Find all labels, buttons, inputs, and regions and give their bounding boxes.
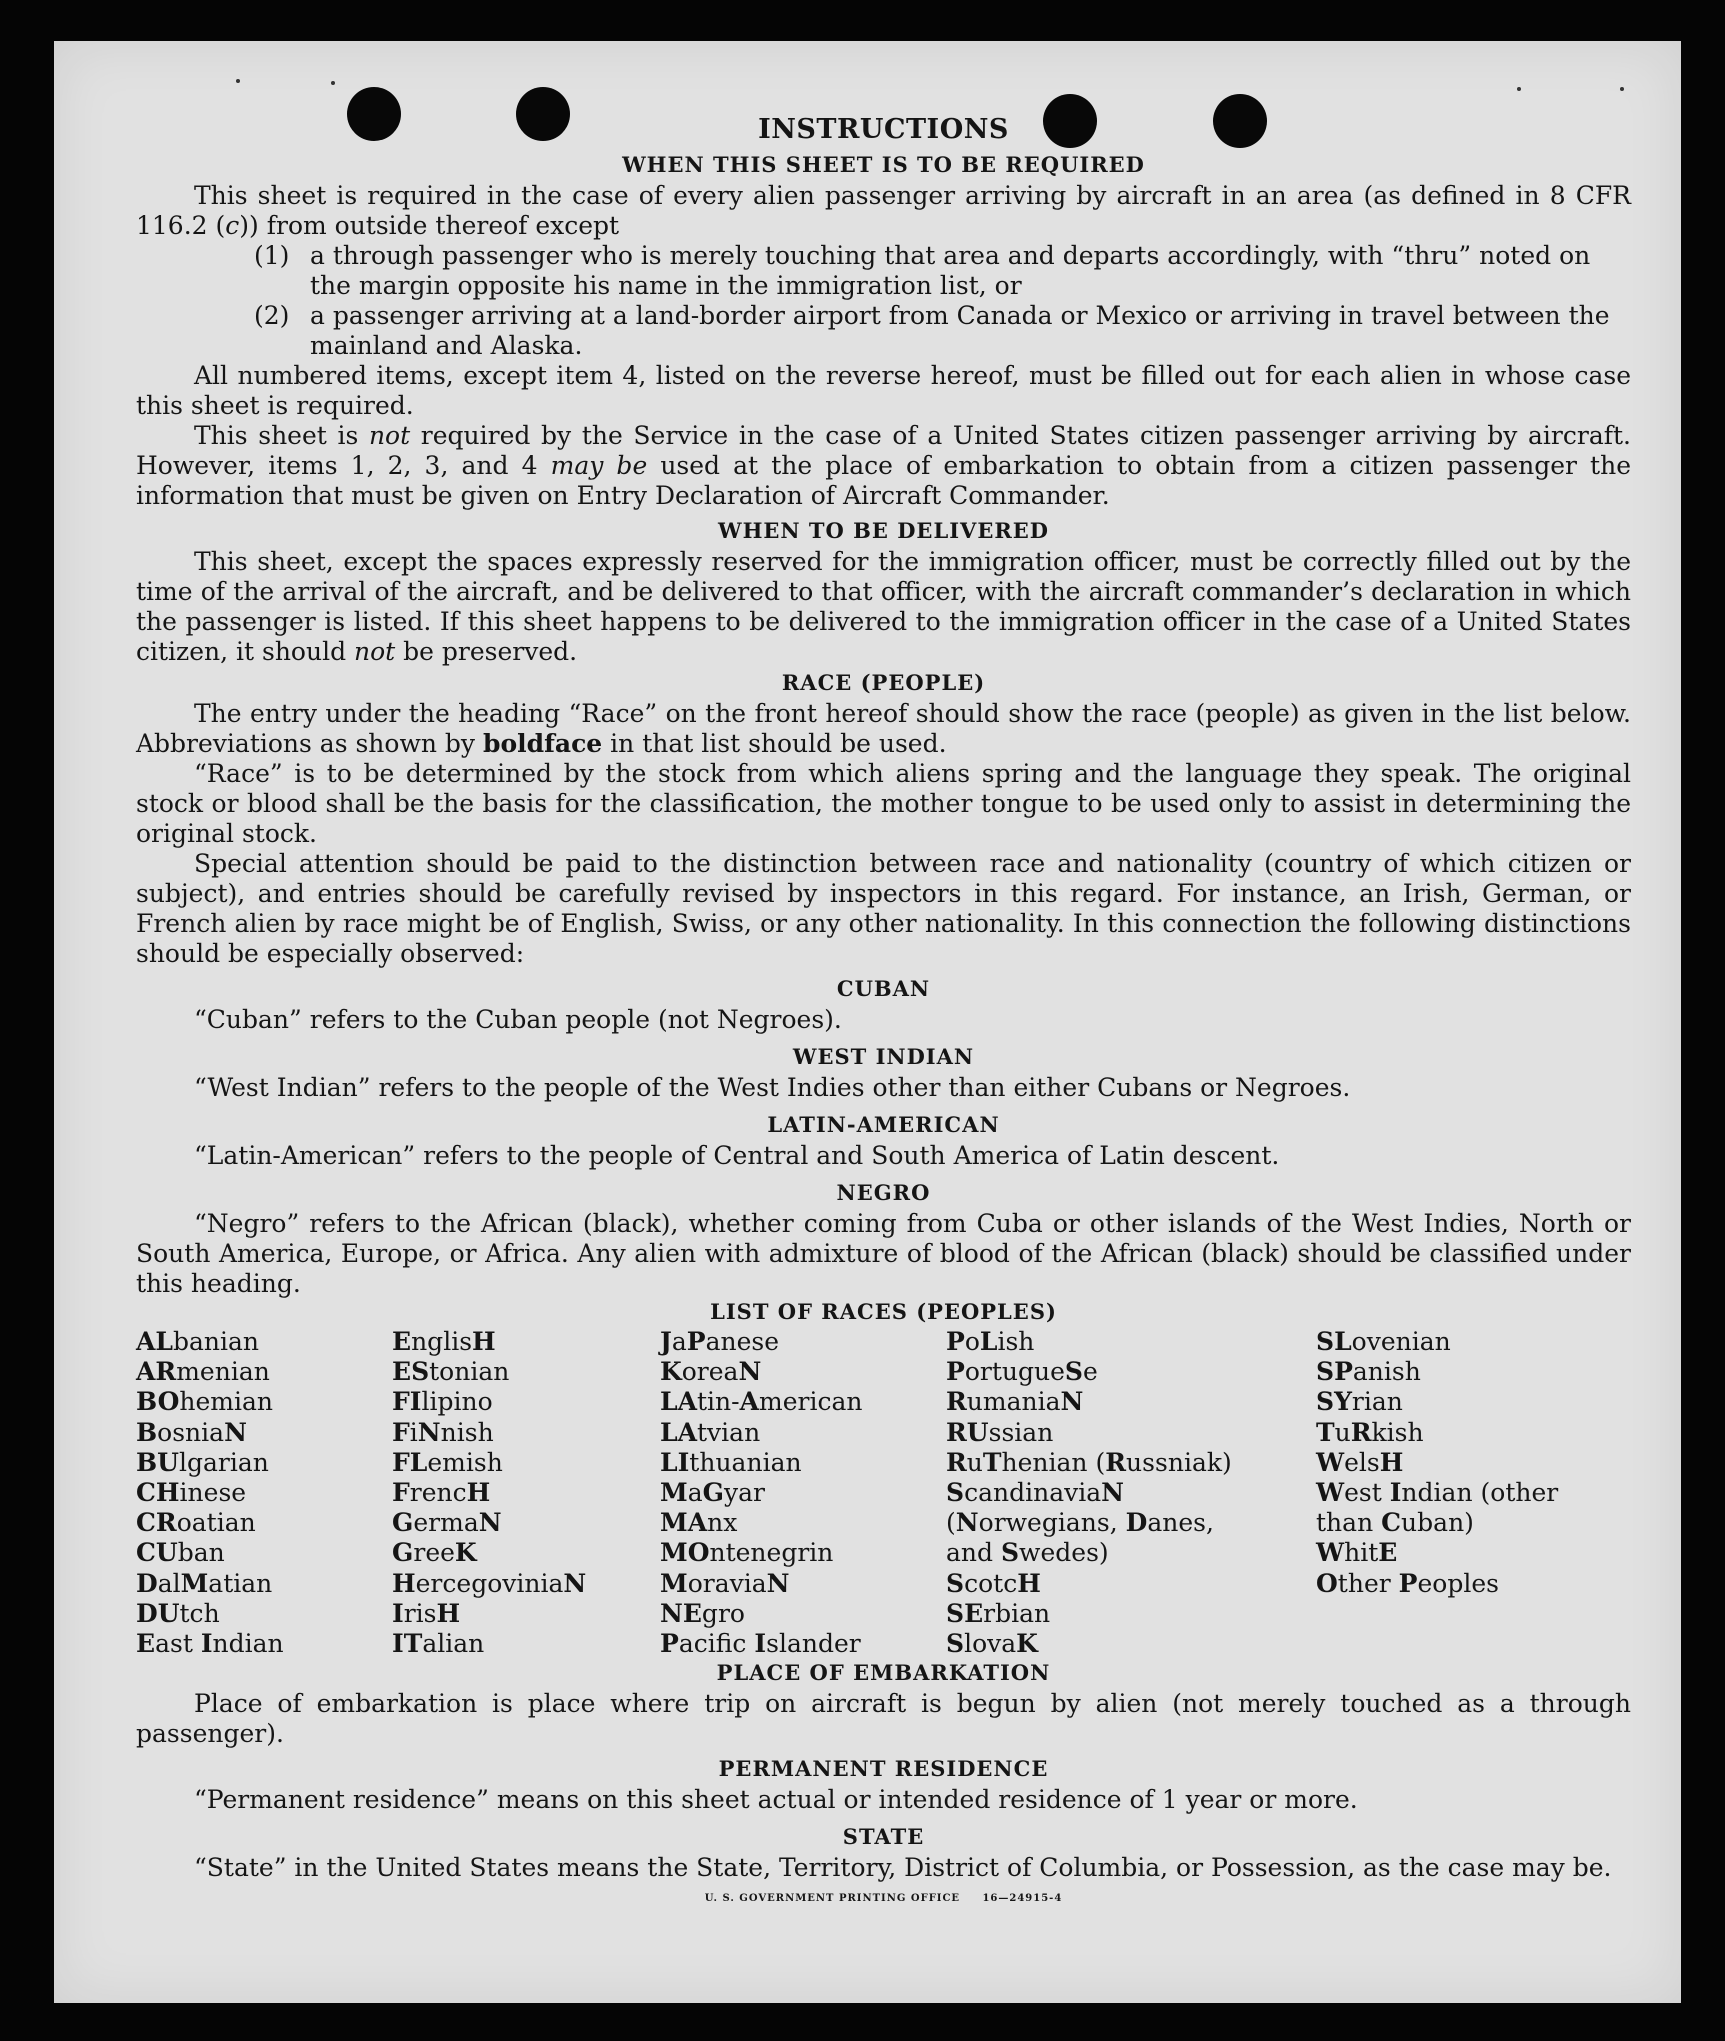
race-list-item: JaPanese <box>660 1327 780 1356</box>
races-column-4 <box>946 1327 1236 1659</box>
race-list-item: RUssian <box>946 1417 1054 1447</box>
race-list-item: DalMatian <box>136 1568 273 1598</box>
race-list-item: MaGyar <box>660 1478 765 1508</box>
race-list-item: EnglisH <box>392 1327 496 1356</box>
exception-item: (2) a passenger arriving at a land-border airport from Canada or Mexico or arriving in travel between the mainland and Alaska. <box>254 301 1610 360</box>
section-heading-when-required: WHEN THIS SHEET IS TO BE REQUIRED <box>622 152 1145 177</box>
race-list-item: WelsH <box>1316 1447 1404 1477</box>
race-list-item: ARmenian <box>136 1357 270 1387</box>
race-list-item: Pacifc Islander <box>660 1629 861 1659</box>
race-list-item: East Indian <box>136 1629 284 1659</box>
race-list-item: PoLish <box>946 1327 1035 1356</box>
race-list-item: DUtch <box>136 1598 220 1628</box>
paragraph: All numbered items, except item 4, listed on the reverse hereof, must be filled out for each alien in whose case this sheet is required. <box>136 361 1631 420</box>
race-list-item: HercegoviniaN <box>392 1568 587 1598</box>
paragraph: “Latin-American” refers to the people of Central and South America of Latin descent. <box>194 1141 1280 1170</box>
races-column-5 <box>1316 1327 1578 1599</box>
section-heading-race: RACE (PEOPLE) <box>781 670 986 695</box>
race-list-item: WhitE <box>1316 1538 1398 1568</box>
exception-item: (1) a through passenger who is merely touching that area and departs accordingly, with “thru” noted on the margin opposite his name in the immigration list, or <box>254 241 1591 300</box>
race-list-item: LAtin-American <box>660 1387 863 1417</box>
section-heading-list-of-races: LIST OF RACES (PEOPLES) <box>710 1299 1057 1324</box>
race-list-item: CUban <box>136 1538 225 1568</box>
section-heading-state: STATE <box>842 1824 925 1849</box>
paragraph: “Race” is to be determined by the stock from which aliens spring and the language they speak. The original stock or blood shall be the basis for the classification, the mother tongue to be used only to assist in determining the original stock. <box>136 759 1631 848</box>
race-list-item: CRoatian <box>136 1508 256 1538</box>
race-list-item: TuRkish <box>1316 1417 1424 1447</box>
paragraph: This sheet is required in the case of every alien passenger arriving by aircraft in an area (as defined in 8 CFR 116.2 (c)) from outside thereof except <box>136 181 1631 240</box>
race-list-item: SLovenian <box>1316 1327 1451 1356</box>
races-list <box>136 1327 1631 1657</box>
printer-imprint: U. S. GOVERNMENT PRINTING OFFICE 16—24915-4 <box>704 1893 1063 1904</box>
race-list-item: KoreaN <box>660 1357 762 1387</box>
race-list-item: Other Peoples <box>1316 1568 1499 1598</box>
race-list-item: LIthuanian <box>660 1447 802 1477</box>
race-list-item: BosniaN <box>136 1417 247 1447</box>
race-list-item: PortugueSe <box>946 1357 1098 1387</box>
race-list-item: ScotcH <box>946 1568 1041 1598</box>
section-heading-when-delivered: WHEN TO BE DELIVERED <box>717 518 1049 543</box>
paragraph: “Cuban” refers to the Cuban people (not Negroes). <box>194 1005 842 1034</box>
paragraph: “Permanent residence” means on this sheet actual or intended residence of 1 year or more. <box>194 1785 1358 1814</box>
paragraph: “West Indian” refers to the people of the West Indies other than either Cubans or Negroes. <box>194 1073 1351 1102</box>
race-list-item: SlovaK <box>946 1629 1038 1659</box>
race-list-item: SErbian <box>946 1598 1051 1628</box>
page-title: INSTRUCTIONS <box>758 114 1009 145</box>
race-list-item: BOhemian <box>136 1387 274 1417</box>
section-heading-negro: NEGRO <box>836 1180 931 1205</box>
paragraph: This sheet is not required by the Service in the case of a United States citizen passenger arriving by aircraft. However, items 1, 2, 3, and 4 may be used at the place of embarkation to obtain from a citizen passenger the information that must be given on Entry Declaration of Aircraft Commander. <box>136 421 1631 510</box>
race-list-item: SYrian <box>1316 1387 1403 1417</box>
paragraph: The entry under the heading “Race” on the front hereof should show the race (people) as given in the list below. Abbreviations as shown by boldface in that list should be used. <box>136 699 1631 758</box>
race-list-item: IrisH <box>392 1598 461 1628</box>
race-list-item: RuThenian (Russniak) <box>946 1447 1232 1477</box>
race-list-item: MAnx <box>660 1508 738 1538</box>
paragraph: Place of embarkation is place where trip on aircraft is begun by alien (not merely touched as a through passenger). <box>136 1689 1631 1748</box>
race-list-item: GermaN <box>392 1508 502 1538</box>
race-list-item: MOntenegrin <box>660 1538 834 1568</box>
races-column-2 <box>392 1327 632 1659</box>
paragraph: “Negro” refers to the African (black), whether coming from Cuba or other islands of the West Indies, North or South America, Europe, or Africa. Any alien with admixture of blood of the African (black) should be classified under this heading. <box>136 1209 1631 1298</box>
race-list-item: ScandinaviaN (Norwegians, Danes, and Swedes) <box>946 1478 1214 1568</box>
race-list-item: GreeK <box>392 1538 477 1568</box>
section-heading-cuban: CUBAN <box>836 976 931 1001</box>
race-list-item: MoraviaN <box>660 1568 790 1598</box>
section-heading-latin-american: LATIN-AMERICAN <box>767 1112 1000 1137</box>
ink-speck <box>1517 87 1521 91</box>
race-list-item: RumaniaN <box>946 1387 1084 1417</box>
section-heading-residence: PERMANENT RESIDENCE <box>718 1756 1049 1781</box>
paragraph: “State” in the United States means the State, Territory, District of Columbia, or Possession, as the case may be. <box>194 1853 1612 1882</box>
instructions-content <box>136 111 1631 1904</box>
section-heading-west-indian: WEST INDIAN <box>792 1044 975 1069</box>
race-list-item: CHinese <box>136 1478 247 1508</box>
races-column-3 <box>660 1327 930 1659</box>
race-list-item: LAtvian <box>660 1417 761 1447</box>
race-list-item: ALbanian <box>136 1327 260 1356</box>
paragraph: This sheet, except the spaces expressly reserved for the immigration officer, must be correctly filled out by the time of the arrival of the aircraft, and be delivered to that officer, with the aircraft commander’s declaration in which the passenger is listed. If this sheet happens to be delivered to the immigration officer in the case of a United States citizen, it should not be preserved. <box>136 547 1631 666</box>
race-list-item: ITalian <box>392 1629 485 1659</box>
ink-speck <box>236 79 240 83</box>
race-list-item: West Indian (other than Cuban) <box>1316 1478 1559 1538</box>
document-sheet <box>54 41 1681 2003</box>
section-heading-embarkation: PLACE OF EMBARKATION <box>716 1660 1051 1685</box>
race-list-item: BUlgarian <box>136 1447 269 1477</box>
race-list-item: FLemish <box>392 1447 503 1477</box>
paragraph: Special attention should be paid to the distinction between race and nationality (country of which citizen or subject), and entries should be carefully revised by inspectors in this regard. For instance, an Irish, German, or French alien by race might be of English, Swiss, or any other nationality. In this connection the following distinctions should be especially observed: <box>136 849 1631 968</box>
race-list-item: NEgro <box>660 1598 745 1628</box>
race-list-item: FIlipino <box>392 1387 493 1417</box>
ink-speck <box>331 81 335 85</box>
race-list-item: SPanish <box>1316 1357 1421 1387</box>
race-list-item: FiNnish <box>392 1417 494 1447</box>
race-list-item: FrencH <box>392 1478 491 1508</box>
races-column-1 <box>136 1327 376 1659</box>
race-list-item: EStonian <box>392 1357 510 1387</box>
ink-speck <box>1620 87 1624 91</box>
